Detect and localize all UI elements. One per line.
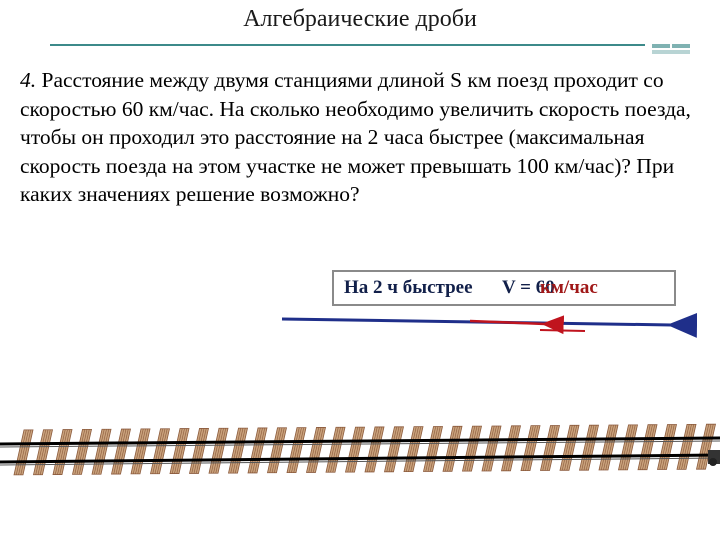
faster-label: На 2 ч быстрее: [344, 277, 473, 298]
train-edge: [708, 450, 720, 466]
problem-number: 4.: [20, 68, 37, 92]
slide-title: Алгебраические дроби: [243, 6, 477, 32]
problem-text: Расстояние между двумя станциями длиной S км поезд проходит со скоростью 60 км/час. На сколько необходимо увеличить скорость поезда, чтобы он проходил это расстояние на 2 часа быстрее (максимальная скорость поезда на этом участке не может превышать 100 км/час)? При каких значениях решение возможно?: [20, 68, 691, 206]
speed-unit: км/час: [540, 277, 598, 298]
speed-value: V = 60: [502, 277, 555, 298]
track-sleepers: [14, 424, 716, 475]
red-trail: [540, 330, 585, 331]
rail-bottom: [0, 455, 720, 462]
